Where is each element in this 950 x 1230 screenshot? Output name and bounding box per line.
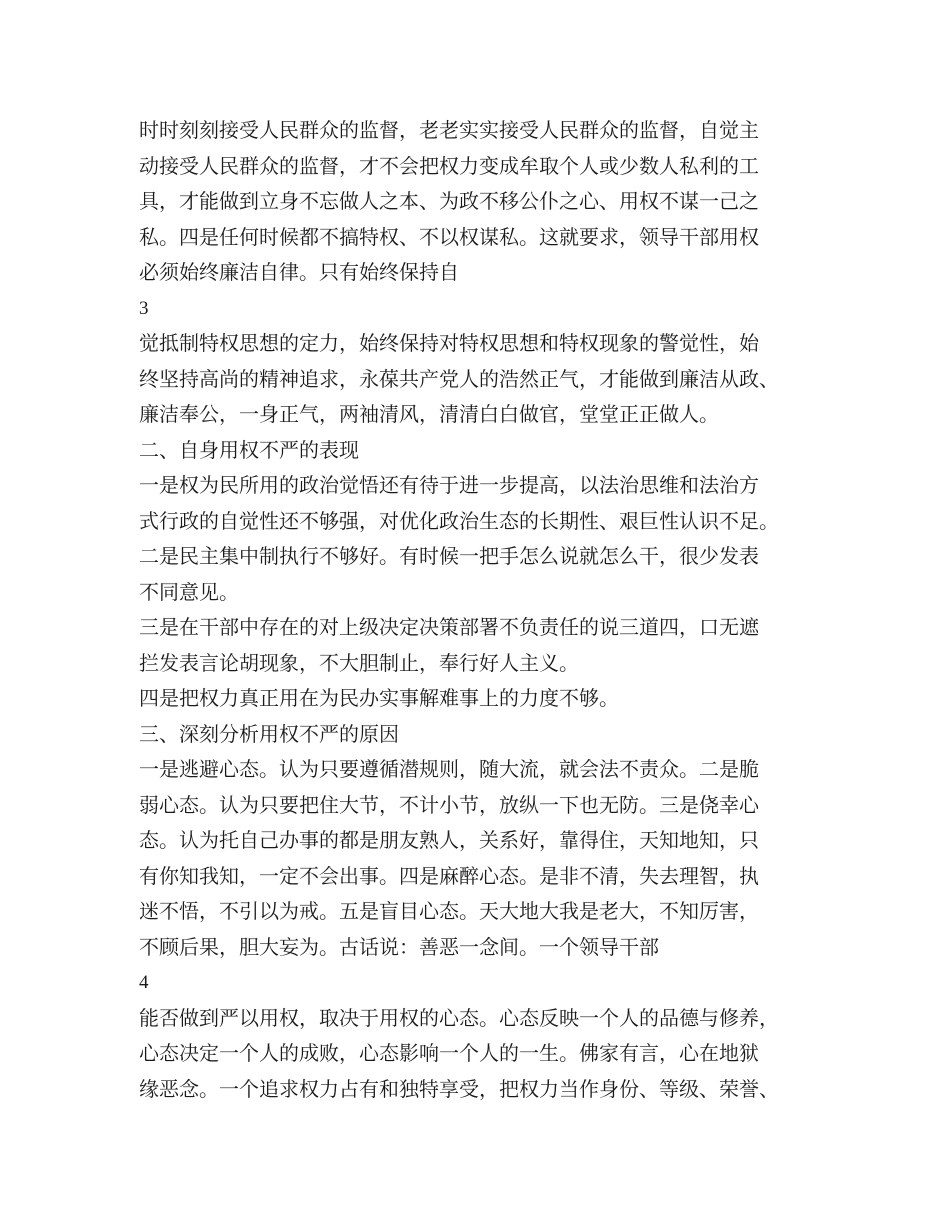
text-line: 廉洁奉公，一身正气，两袖清风，清清白白做官，堂堂正正做人。	[139, 402, 719, 426]
page-number: 4	[139, 972, 149, 993]
document-body	[139, 113, 829, 1107]
section-heading: 二、自身用权不严的表现	[139, 437, 359, 462]
text-line: 拦发表言论胡现象，不大胆制止，奉行好人主义。	[139, 650, 579, 675]
text-line: 动接受人民群众的监督，才不会把权力变成牟取个人或少数人私利的工	[139, 153, 759, 178]
text-line: 私。四是任何时候都不搞特权、不以权谋私。这就要求，领导干部用权	[139, 224, 759, 249]
text-line: 不顾后果，胆大妄为。古话说：善恶一念间。一个领导干部	[139, 934, 659, 959]
text-line: 二是民主集中制执行不够好。有时候一把手怎么说就怎么干，很少发表	[139, 544, 759, 568]
text-line: 迷不悟，不引以为戒。五是盲目心态。天大地大我是老大，不知厉害，	[139, 899, 759, 923]
text-line: 缘恶念。一个追求权力占有和独特享受，把权力当作身份、等级、荣誉、	[139, 1076, 779, 1101]
text-line: 时时刻刻接受人民群众的监督，老老实实接受人民群众的监督，自觉主	[139, 118, 759, 142]
text-line: 有你知我知，一定不会出事。四是麻醉心态。是非不清，失去理智，执	[139, 863, 759, 888]
text-line: 心态决定一个人的成败，心态影响一个人的一生。佛家有言，心在地狱	[139, 1041, 759, 1065]
text-line: 具，才能做到立身不忘做人之本、为政不移公仆之心、用权不谋一己之	[139, 189, 759, 213]
text-line: 三是在干部中存在的对上级决定决策部署不负责任的说三道四，口无遮	[139, 615, 759, 639]
text-line: 一是逃避心态。认为只要遵循潜规则，随大流，就会法不责众。二是脆	[139, 757, 759, 781]
text-line: 弱心态。认为只要把住大节，不计小节，放纵一下也无防。三是侥幸心	[139, 792, 759, 817]
section-heading: 三、深刻分析用权不严的原因	[139, 721, 399, 746]
text-line: 不同意见。	[139, 579, 239, 604]
text-line: 四是把权力真正用在为民办实事解难事上的力度不够。	[139, 686, 619, 710]
text-line: 态。认为托自己办事的都是朋友熟人，关系好，靠得住，天知地知，只	[139, 828, 759, 852]
text-line: 能否做到严以用权，取决于用权的心态。心态反映一个人的品德与修养，	[139, 1005, 779, 1030]
text-line: 觉抵制特权思想的定力，始终保持对特权思想和特权现象的警觉性，始	[139, 331, 759, 355]
text-line: 一是权为民所用的政治觉悟还有待于进一步提高，以法治思维和法治方	[139, 473, 759, 497]
page-number: 3	[139, 297, 149, 319]
text-line: 终坚持高尚的精神追求，永葆共产党人的浩然正气，才能做到廉洁从政、	[139, 366, 779, 391]
text-line: 必须始终廉洁自律。只有始终保持自	[139, 260, 459, 284]
text-line: 式行政的自觉性还不够强，对优化政治生态的长期性、艰巨性认识不足。	[139, 508, 779, 533]
